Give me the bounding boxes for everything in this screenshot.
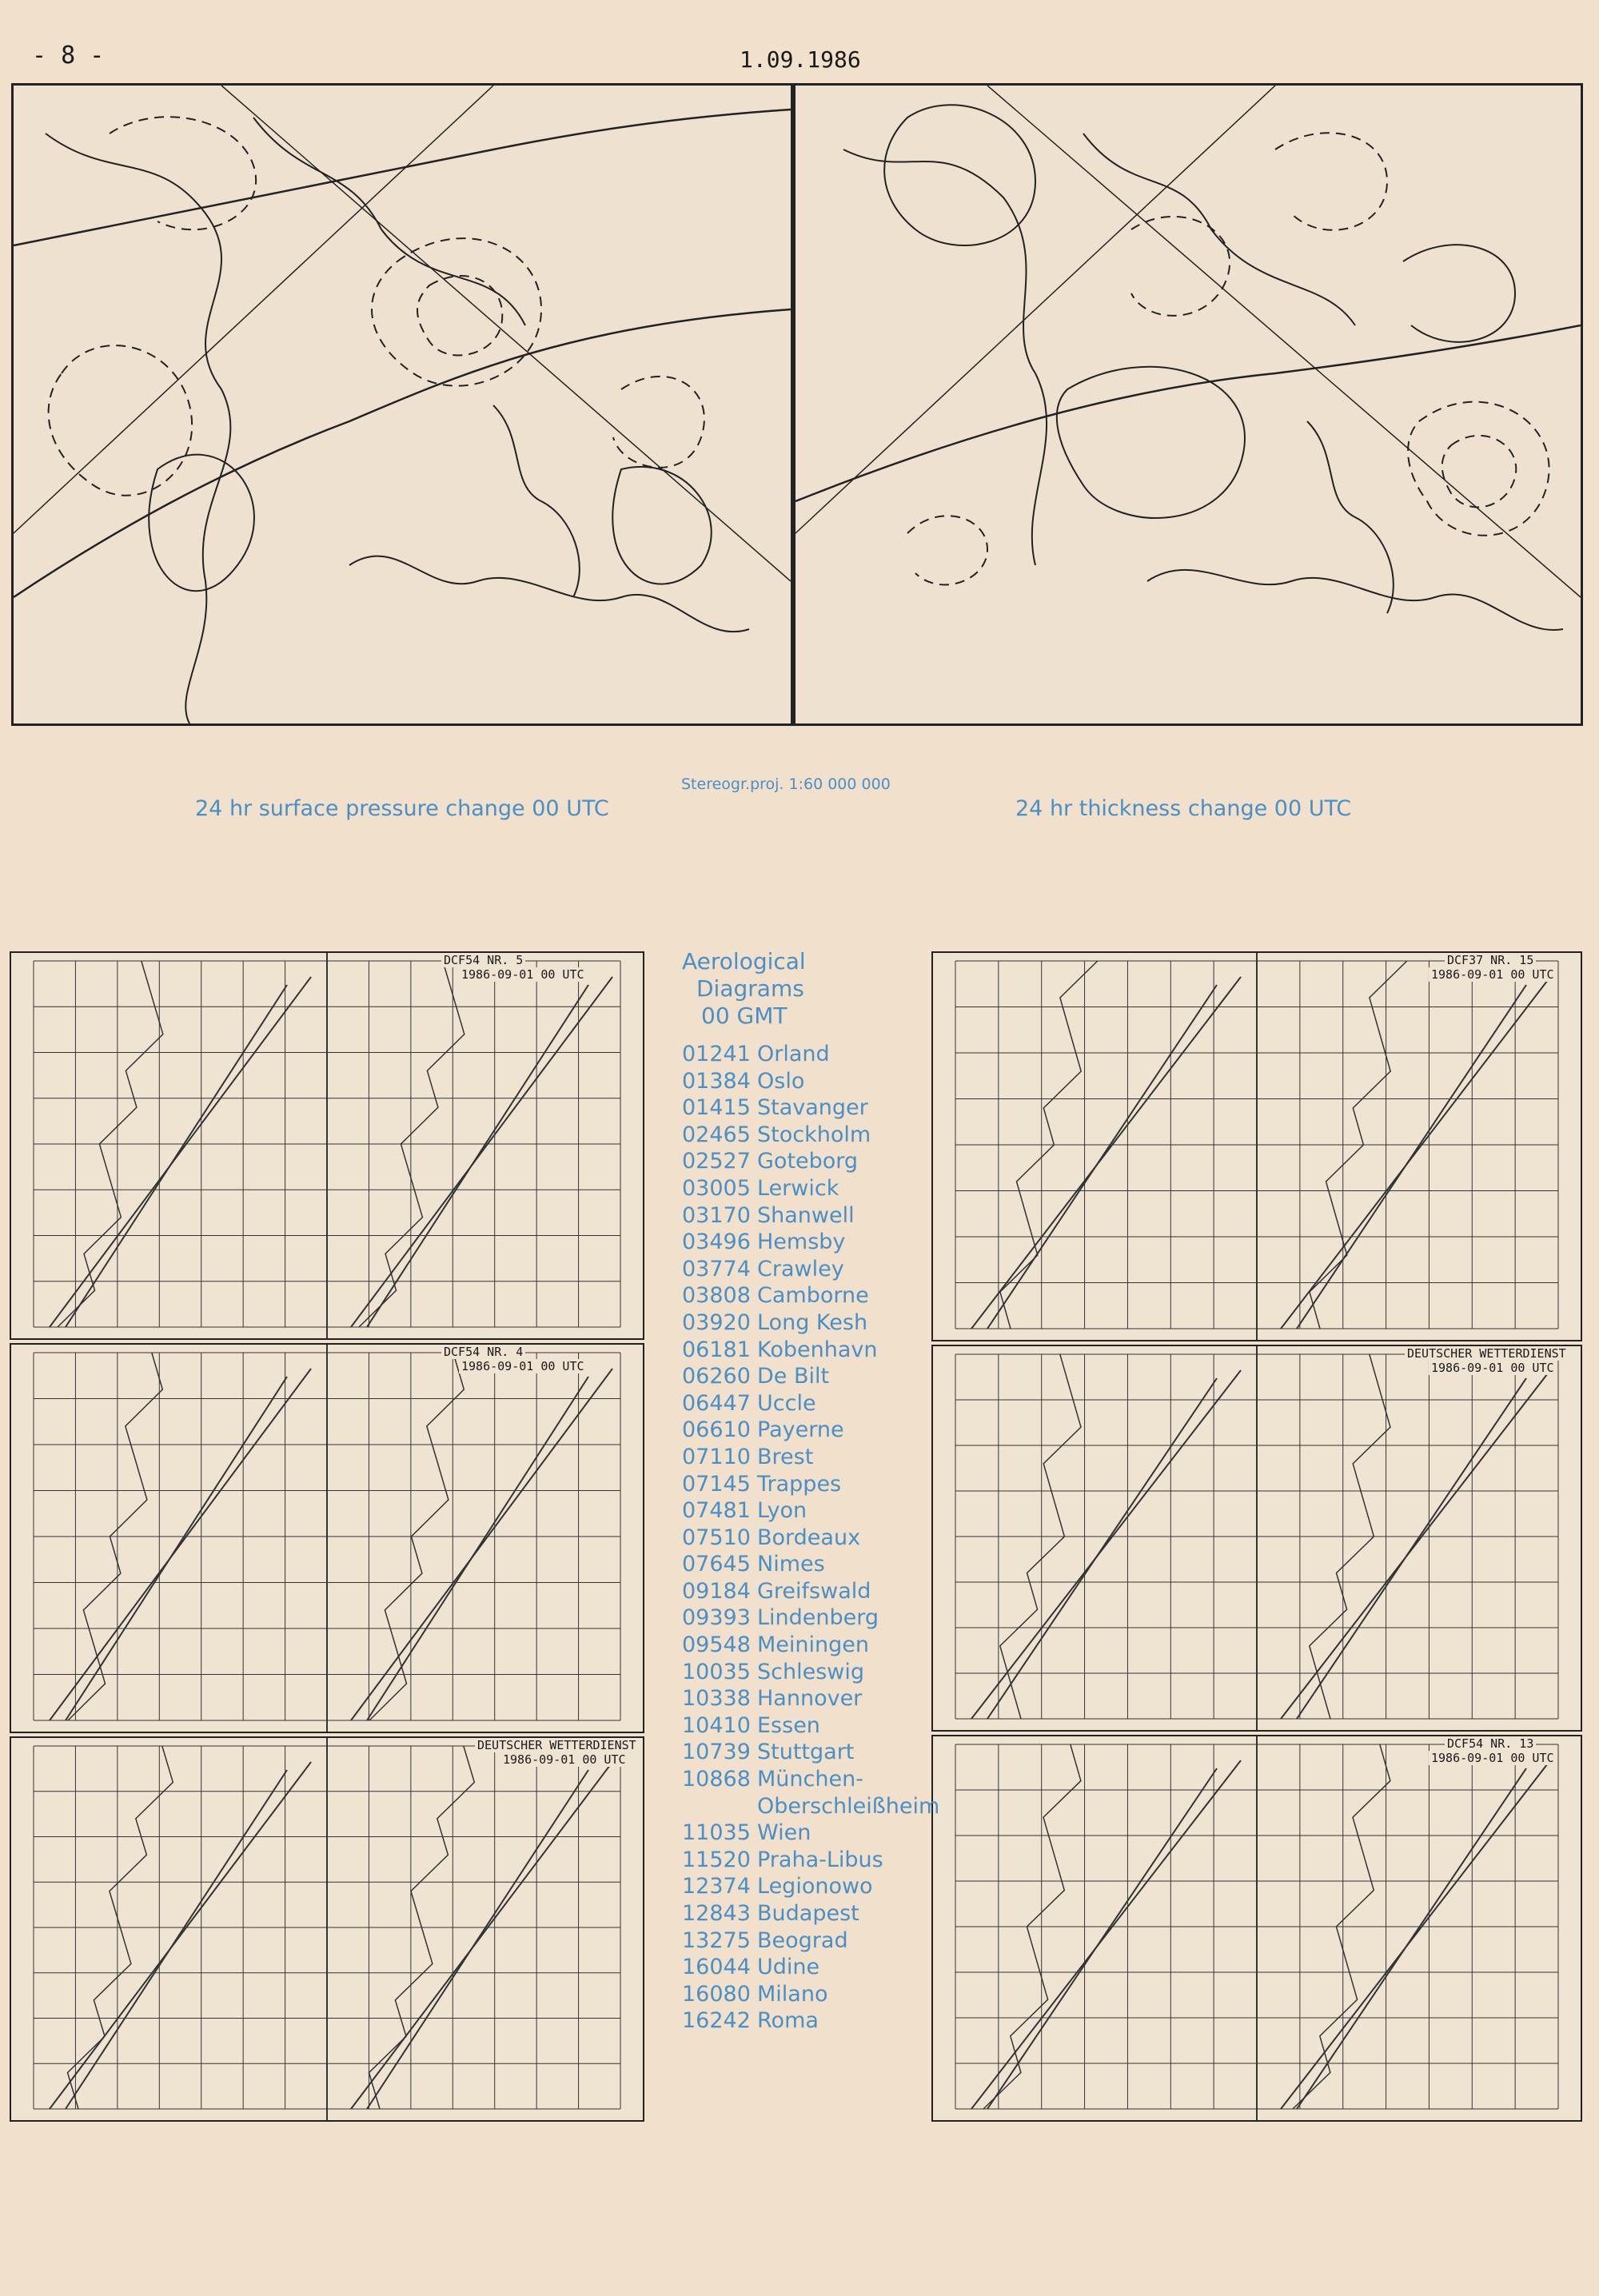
station-name: Roma — [757, 2008, 819, 2034]
station-name: Schleswig — [757, 1659, 864, 1684]
station-row — [682, 1712, 922, 1740]
temperature-profile — [351, 1762, 612, 2109]
coastline — [1083, 134, 1355, 325]
station-name: Hannover — [757, 1686, 863, 1712]
station-row — [682, 1444, 922, 1471]
station-row — [682, 1417, 922, 1444]
station-row — [682, 1471, 922, 1498]
station-row — [682, 1900, 922, 1927]
aerological-diagram-bottom-right — [931, 1735, 1582, 2122]
station-code: 07481 — [682, 1498, 751, 1524]
thickness-change-caption: 24 hr thickness change 00 UTC — [1015, 796, 1352, 821]
meridian — [796, 86, 1275, 533]
station-name: Orland — [757, 1042, 830, 1066]
projection-note: Stereogr.proj. 1:60 000 000 — [681, 775, 891, 793]
station-name: Shanwell — [757, 1202, 855, 1228]
thickness-change-map — [793, 83, 1583, 726]
dashed-isoline — [613, 377, 704, 468]
station-code: 09184 — [682, 1578, 751, 1604]
station-name: Essen — [757, 1712, 820, 1738]
station-name: Nimes — [757, 1552, 825, 1577]
dewpoint-profile — [987, 1378, 1217, 1719]
station-row — [682, 1282, 922, 1309]
station-code: 16080 — [682, 1981, 751, 2007]
dashed-isoline — [1442, 436, 1517, 508]
station-row — [682, 1256, 922, 1283]
temperature-profile — [971, 977, 1241, 1329]
station-code: 10410 — [682, 1712, 751, 1738]
station-row — [682, 1229, 922, 1256]
station-row — [682, 1739, 922, 1766]
station-code: 12374 — [682, 1874, 751, 1899]
diagram-code: DCF54 NR. 13 — [1445, 1736, 1536, 1751]
pressure-change-caption: 24 hr surface pressure change 00 UTC — [195, 796, 609, 821]
station-code: 03920 — [682, 1309, 751, 1335]
station-name: Stuttgart — [757, 1740, 855, 1765]
diagram-code: DCF54 NR. 4 — [441, 1345, 525, 1359]
station-row — [682, 1390, 922, 1417]
station-row — [682, 1820, 922, 1847]
station-name: Legionowo — [757, 1874, 873, 1899]
station-code: 06447 — [682, 1390, 751, 1416]
dewpoint-profile — [367, 1770, 588, 2109]
isoline — [14, 309, 791, 597]
station-name: Hemsby — [757, 1230, 846, 1255]
diagram-grid — [933, 1736, 1581, 2120]
station-name: Wien — [757, 1820, 811, 1846]
station-row — [682, 1685, 922, 1712]
station-code: 07510 — [682, 1525, 751, 1550]
station-name: Payerne — [757, 1417, 844, 1443]
dashed-isoline — [1131, 217, 1230, 316]
dewpoint-profile — [367, 1377, 588, 1720]
station-name: Crawley — [757, 1256, 844, 1282]
station-code: 03170 — [682, 1202, 751, 1228]
coastline — [349, 556, 749, 632]
temperature-profile — [1281, 977, 1550, 1329]
page-date: 1.09.1986 — [740, 46, 861, 73]
dashed-isoline — [1408, 402, 1549, 536]
legend-title — [682, 948, 922, 1030]
diagram-date: 1986-09-01 00 UTC — [459, 967, 587, 982]
station-row — [682, 1873, 922, 1900]
station-name: Stavanger — [757, 1095, 868, 1121]
station-code: 01241 — [682, 1042, 751, 1066]
dewpoint-profile — [1297, 985, 1526, 1329]
station-name: Lindenberg — [757, 1605, 879, 1631]
station-name: Brest — [757, 1444, 814, 1469]
dewpoint-profile — [987, 985, 1217, 1329]
diagram-code: DCF54 NR. 5 — [441, 953, 525, 967]
temperature-profile — [50, 1369, 311, 1720]
dashed-isoline — [417, 276, 502, 355]
station-row — [682, 1175, 922, 1202]
coastline — [493, 405, 580, 597]
dashed-isoline — [372, 238, 541, 386]
dashed-isoline — [110, 117, 256, 229]
station-name-continued: Oberschleißheim — [757, 1793, 940, 1819]
station-name: Budapest — [757, 1901, 859, 1926]
station-name: Long Kesh — [757, 1309, 868, 1335]
diagram-date: 1986-09-01 00 UTC — [1429, 1361, 1557, 1375]
diagram-date: 1986-09-01 00 UTC — [1429, 1751, 1557, 1765]
aerological-diagram-bottom-left — [10, 1736, 644, 2122]
station-name: München- — [757, 1767, 863, 1792]
isoline — [1403, 245, 1515, 342]
pressure-change-map — [11, 83, 793, 726]
station-code: 11035 — [682, 1820, 751, 1846]
page-number: - 8 - — [32, 42, 105, 70]
station-name: Camborne — [757, 1283, 869, 1309]
diagram-date: 1986-09-01 00 UTC — [500, 1752, 628, 1767]
station-row — [682, 1068, 922, 1095]
station-name: Greifswald — [757, 1578, 871, 1604]
station-row — [682, 1041, 922, 1068]
station-name: Milano — [757, 1981, 828, 2007]
station-name: Lyon — [757, 1498, 807, 1524]
station-row — [682, 1525, 922, 1552]
aerological-diagram-top-right — [931, 951, 1582, 1341]
dewpoint-profile — [367, 985, 588, 1327]
station-code: 07645 — [682, 1552, 751, 1577]
station-list — [682, 1041, 940, 2035]
coastline — [1147, 570, 1563, 630]
station-code: 11520 — [682, 1847, 751, 1872]
station-name: Uccle — [757, 1390, 816, 1416]
isoline — [884, 105, 1035, 245]
legend-title-line: Diagrams — [696, 975, 804, 1002]
temperature-profile — [50, 977, 311, 1327]
station-row — [682, 1981, 922, 2008]
station-name: Trappes — [757, 1471, 842, 1497]
station-row — [682, 1363, 922, 1390]
station-name: Meiningen — [757, 1632, 869, 1658]
station-code: 06610 — [682, 1417, 751, 1443]
station-row — [682, 1122, 922, 1149]
station-code: 09393 — [682, 1605, 751, 1631]
station-name: Goteborg — [757, 1149, 859, 1174]
station-code: 10338 — [682, 1686, 751, 1712]
isoline — [149, 455, 254, 592]
meridian — [14, 86, 493, 533]
station-code: 07110 — [682, 1444, 751, 1469]
station-row — [682, 1766, 922, 1793]
dashed-isoline — [907, 516, 987, 584]
station-name: Kobenhavn — [757, 1337, 878, 1362]
station-row — [682, 1604, 922, 1632]
station-row — [682, 1927, 922, 1955]
legend-title-line: Aerological — [682, 948, 806, 975]
station-name: Praha-Libus — [757, 1847, 883, 1872]
dewpoint-profile — [987, 1768, 1217, 2109]
dewpoint-profile — [66, 985, 287, 1327]
station-row — [682, 1954, 922, 1981]
dashed-isoline — [49, 345, 193, 496]
station-code: 06260 — [682, 1364, 751, 1389]
station-row — [682, 1309, 922, 1337]
aerological-diagram-top-left — [10, 951, 644, 1340]
diagram-date: 1986-09-01 00 UTC — [1429, 967, 1557, 982]
temperature-profile — [1281, 1760, 1550, 2109]
station-row — [682, 1551, 922, 1578]
diagram-grid — [11, 1738, 643, 2120]
thickness-change-map-drawing — [796, 86, 1581, 723]
station-code: 13275 — [682, 1927, 751, 1953]
station-code: 03808 — [682, 1283, 751, 1309]
diagram-grid — [11, 1345, 643, 1732]
dashed-isoline — [1275, 133, 1387, 230]
station-row — [682, 1202, 922, 1230]
isoline — [796, 325, 1581, 501]
temperature-profile — [351, 1369, 612, 1720]
diagram-grid — [11, 953, 643, 1338]
isoline — [1057, 367, 1245, 518]
aerological-diagram-mid-right — [931, 1345, 1582, 1732]
aerological-diagram-mid-left — [10, 1343, 644, 1733]
station-code: 06181 — [682, 1337, 751, 1362]
dewpoint-profile — [66, 1377, 287, 1720]
station-row — [682, 1497, 922, 1525]
station-name: Bordeaux — [757, 1525, 861, 1550]
station-row — [682, 1659, 922, 1686]
isoline — [612, 467, 711, 584]
station-row — [682, 1632, 922, 1659]
station-code: 03496 — [682, 1230, 751, 1255]
temperature-profile — [1281, 1370, 1550, 1719]
station-row — [682, 1578, 922, 1605]
station-code: 01384 — [682, 1068, 751, 1094]
station-name: Udine — [757, 1955, 820, 1980]
station-row — [682, 2007, 922, 2035]
coastline — [46, 134, 230, 723]
temperature-profile — [50, 1762, 311, 2109]
temperature-profile — [971, 1370, 1241, 1719]
station-code: 16044 — [682, 1955, 751, 1980]
station-code: 10035 — [682, 1659, 751, 1684]
diagram-code: DEUTSCHER WETTERDIENST — [475, 1738, 639, 1752]
station-code: 03774 — [682, 1256, 751, 1282]
station-code: 02465 — [682, 1122, 751, 1147]
station-name: Beograd — [757, 1927, 848, 1953]
pressure-change-map-drawing — [14, 86, 791, 723]
station-row — [682, 1148, 922, 1175]
dewpoint-profile — [66, 1770, 287, 2109]
station-code: 16242 — [682, 2008, 751, 2034]
station-code: 03005 — [682, 1175, 751, 1201]
station-code: 07145 — [682, 1471, 751, 1497]
station-name: De Bilt — [757, 1364, 830, 1389]
diagram-code: DEUTSCHER WETTERDIENST — [1405, 1346, 1569, 1361]
coastline — [843, 149, 1047, 565]
dewpoint-profile — [1297, 1378, 1526, 1719]
diagram-grid — [933, 953, 1581, 1340]
dewpoint-profile — [1297, 1768, 1526, 2109]
diagram-code: DCF37 NR. 15 — [1445, 953, 1536, 967]
temperature-profile — [351, 977, 612, 1327]
isoline — [14, 110, 791, 245]
aerological-legend — [682, 948, 940, 2035]
station-code: 09548 — [682, 1632, 751, 1658]
station-row — [682, 1847, 922, 1874]
station-code: 10739 — [682, 1740, 751, 1765]
station-code: 12843 — [682, 1901, 751, 1926]
diagram-grid — [933, 1346, 1581, 1730]
station-row — [682, 1094, 922, 1122]
station-name: Stockholm — [757, 1122, 871, 1147]
station-code: 10868 — [682, 1767, 751, 1792]
station-name: Lerwick — [757, 1175, 839, 1201]
temperature-profile — [971, 1760, 1241, 2109]
legend-title-line: 00 GMT — [701, 1003, 788, 1029]
station-code: 02527 — [682, 1149, 751, 1174]
diagram-date: 1986-09-01 00 UTC — [459, 1359, 587, 1373]
station-row — [682, 1337, 922, 1364]
station-code: 01415 — [682, 1095, 751, 1121]
station-name: Oslo — [757, 1068, 805, 1094]
